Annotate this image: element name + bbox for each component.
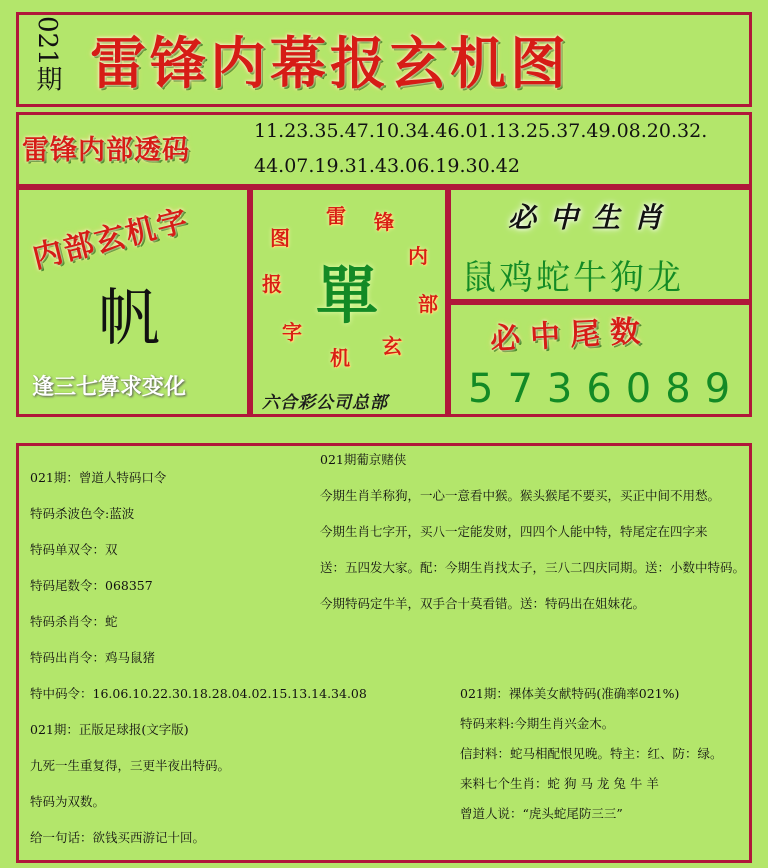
right-top-line-3: 送：五四发大家。配：今期生肖找太子，三八二四庆同期。送：小数中特码。 bbox=[320, 560, 746, 575]
riddle-hint: 逢三七算求变化 bbox=[32, 375, 187, 400]
numbers-label: 雷锋内部透码 bbox=[22, 135, 190, 166]
right-top-line-2: 今期生肖七字开，买八一定能发财，四四个人能中特，特尾定在四字来 bbox=[320, 524, 708, 539]
right-bottom-line-3: 信封料：蛇马相配恨见晚。特主：红、防：绿。 bbox=[460, 746, 723, 761]
tail-title: 必中尾数 bbox=[489, 313, 651, 358]
numbers-line-2: 44.07.19.31.43.06.19.30.42 bbox=[254, 155, 520, 177]
company-label: 六合彩公司总部 bbox=[262, 393, 388, 413]
numbers-line-1: 11.23.35.47.10.34.46.01.13.25.37.49.08.20.32. bbox=[254, 120, 708, 142]
ring-char-3: 内 bbox=[408, 244, 428, 268]
left-line-10: 特码为双数。 bbox=[30, 794, 106, 809]
ring-char-5: 玄 bbox=[382, 334, 402, 358]
issue-number: 021期 bbox=[32, 16, 62, 92]
tail-values: 5736089 bbox=[468, 366, 745, 412]
ring-char-2: 锋 bbox=[374, 210, 394, 234]
left-line-2: 特码杀波色令:蓝波 bbox=[30, 506, 135, 521]
right-bottom-line-1: 021期：裸体美女献特码(准确率021%) bbox=[460, 686, 680, 701]
zodiac-values: 鼠鸡蛇牛狗龙 bbox=[462, 258, 684, 298]
ring-char-6: 机 bbox=[330, 346, 350, 370]
riddle-title: 内部玄机字 bbox=[28, 203, 193, 276]
riddle-char: 帆 bbox=[98, 281, 161, 354]
left-line-7: 特中码令：16.06.10.22.30.18.28.04.02.15.13.14.34.08 bbox=[30, 686, 367, 701]
right-bottom-line-4: 来料七个生肖：蛇 狗 马 龙 兔 牛 羊 bbox=[460, 776, 659, 791]
center-big-char: 單 bbox=[316, 259, 379, 332]
right-bottom-line-5: 曾道人说：“虎头蛇尾防三三” bbox=[460, 806, 623, 821]
right-top-line-4: 今期特码定牛羊，双手合十莫看错。送：特码出在姐妹花。 bbox=[320, 596, 646, 611]
right-top-line-1: 今期生肖羊称狗，一心一意看中猴。猴头猴尾不要买，买正中间不用愁。 bbox=[320, 488, 721, 503]
ring-char-7: 字 bbox=[282, 320, 302, 344]
left-line-5: 特码杀肖令：蛇 bbox=[30, 614, 118, 629]
left-line-1: 021期：曾道人特码口令 bbox=[30, 470, 167, 485]
right-bottom-line-2: 特码来料:今期生肖兴金木。 bbox=[460, 716, 615, 731]
zodiac-title: 必中生肖 bbox=[508, 201, 677, 234]
ring-char-8: 报 bbox=[262, 272, 282, 296]
ring-char-9: 图 bbox=[270, 226, 290, 250]
left-line-11: 给一句话：欲钱买西游记十回。 bbox=[30, 830, 206, 845]
ring-char-1: 雷 bbox=[326, 204, 346, 228]
right-top-title: 021期葡京赌侠 bbox=[320, 452, 407, 467]
left-line-3: 特码单双令：双 bbox=[30, 542, 118, 557]
left-line-8: 021期：正版足球报(文字版) bbox=[30, 722, 189, 737]
ring-char-4: 部 bbox=[418, 292, 438, 316]
page-title: 雷锋内幕报玄机图 bbox=[90, 32, 570, 97]
left-line-4: 特码尾数令：068357 bbox=[30, 578, 153, 593]
left-line-9: 九死一生重复得，三更半夜出特码。 bbox=[30, 758, 231, 773]
left-line-6: 特码出肖令：鸡马鼠猪 bbox=[30, 650, 156, 665]
